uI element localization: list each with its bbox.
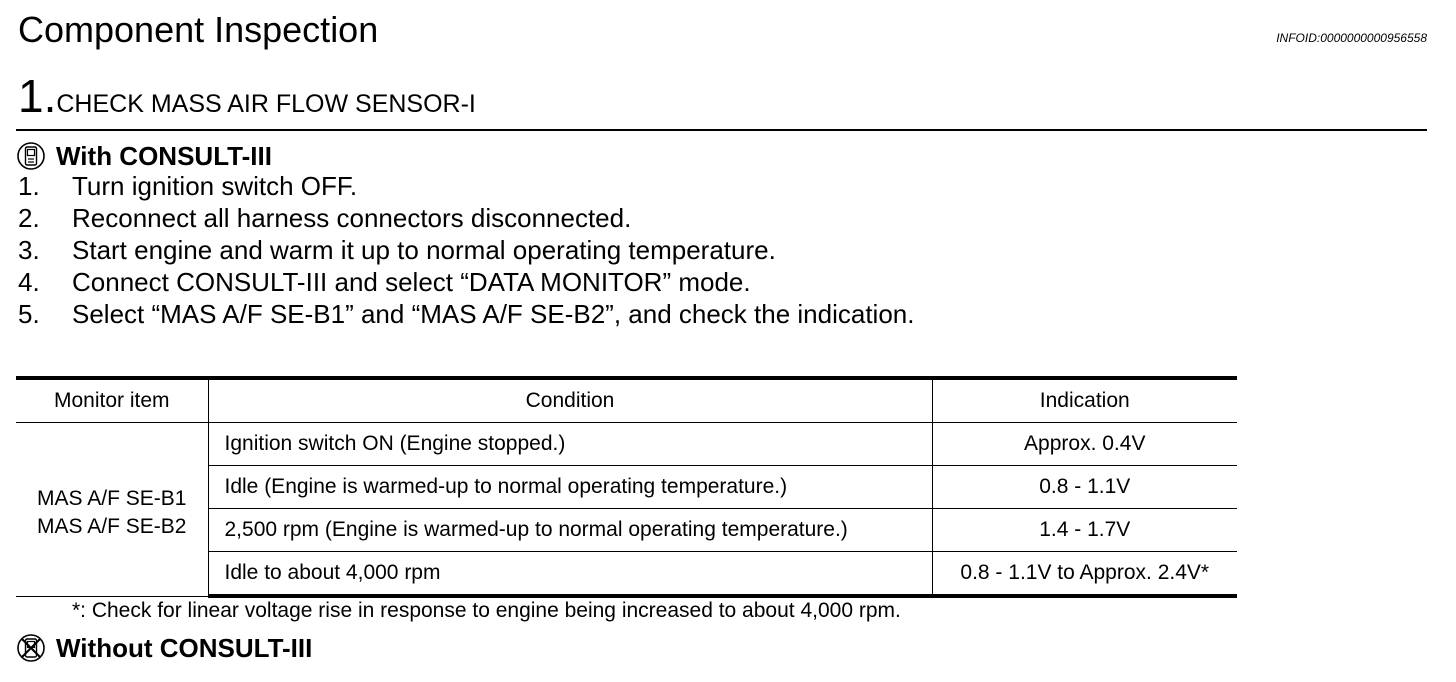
section-divider (16, 129, 1427, 131)
step-item-text: Start engine and warm it up to normal operating temperature. (72, 235, 776, 265)
header-indication: Indication (932, 378, 1237, 423)
condition-cell: 2,500 rpm (Engine is warmed-up to normal operating temperature.) (208, 509, 932, 552)
step-heading (18, 70, 476, 122)
info-id: INFOID:0000000000956558 (1276, 31, 1427, 45)
step-title: CHECK MASS AIR FLOW SENSOR-I (56, 90, 476, 118)
step-item-number: 4. (18, 267, 40, 297)
step-number: 1. (18, 70, 57, 122)
page-title: Component Inspection (18, 9, 379, 50)
step-item-number: 2. (18, 203, 40, 233)
list-item (18, 202, 914, 234)
indication-cell: 0.8 - 1.1V to Approx. 2.4V* (932, 552, 1237, 597)
step-item-text: Reconnect all harness connectors disconnected. (72, 203, 632, 233)
monitor-table (16, 376, 1237, 598)
step-item-text: Turn ignition switch OFF. (72, 171, 358, 201)
step-item-number: 3. (18, 235, 40, 265)
table-footnote: *: Check for linear voltage rise in response to engine being increased to about 4,000 rpm. (72, 599, 901, 622)
list-item (18, 298, 914, 330)
list-item (18, 170, 914, 202)
condition-cell: Idle to about 4,000 rpm (208, 552, 932, 597)
list-item (18, 266, 914, 298)
table-row (16, 423, 1237, 466)
step-item-text: Select “MAS A/F SE-B1” and “MAS A/F SE-B2”, and check the indication. (72, 299, 915, 329)
indication-cell: Approx. 0.4V (932, 423, 1237, 466)
list-item (18, 234, 914, 266)
header-monitor-item: Monitor item (16, 378, 208, 423)
no-consult-tool-icon (16, 633, 46, 663)
step-item-text: Connect CONSULT-III and select “DATA MONITOR” mode. (72, 267, 751, 297)
without-consult-label: Without CONSULT-III (56, 632, 313, 663)
condition-cell: Ignition switch ON (Engine stopped.) (208, 423, 932, 466)
monitor-item-cell (16, 423, 208, 597)
condition-cell: Idle (Engine is warmed-up to normal operating temperature.) (208, 466, 932, 509)
monitor-item-name: MAS A/F SE-B1 (37, 487, 187, 511)
with-consult-heading (16, 140, 272, 172)
without-consult-heading (16, 632, 312, 664)
with-consult-label: With CONSULT-III (56, 140, 272, 171)
monitor-item-name: MAS A/F SE-B2 (37, 515, 187, 539)
step-item-number: 1. (18, 171, 40, 201)
header-condition: Condition (208, 378, 932, 423)
indication-cell: 0.8 - 1.1V (932, 466, 1237, 509)
indication-cell: 1.4 - 1.7V (932, 509, 1237, 552)
table-header-row (16, 378, 1237, 423)
procedure-steps (18, 170, 914, 330)
consult-tool-icon (16, 141, 46, 171)
step-item-number: 5. (18, 299, 40, 329)
